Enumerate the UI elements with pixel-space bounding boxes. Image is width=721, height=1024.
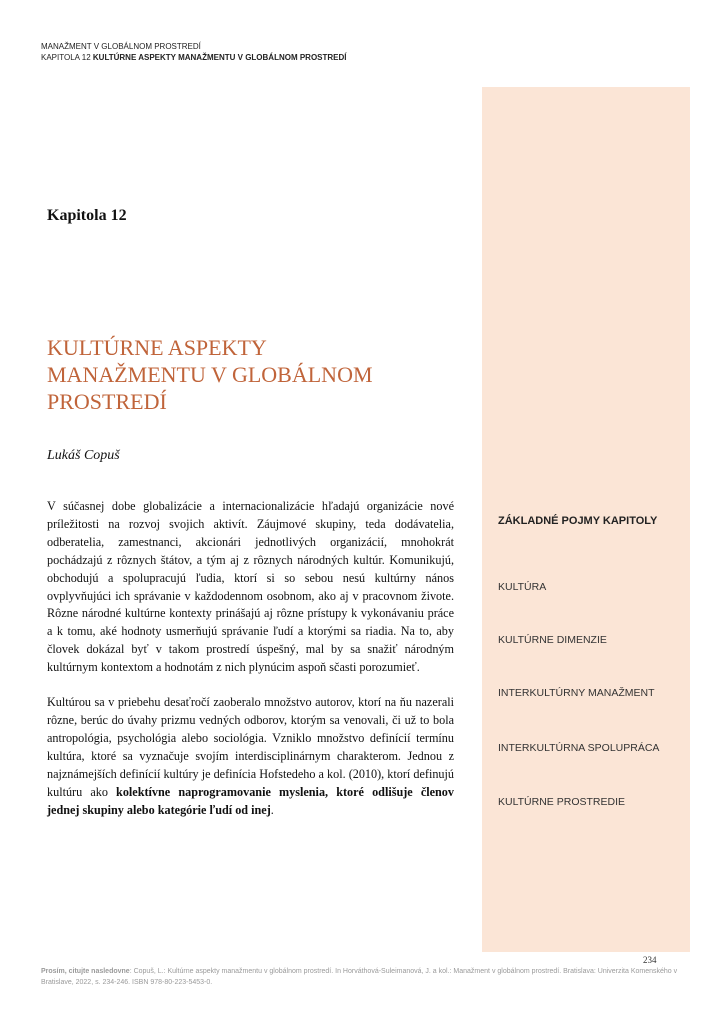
paragraph-1: V súčasnej dobe globalizácie a internacionalizácie hľadajú organizácie nové príležitosti na rozvoj svojich aktivít. Záujmové skupiny, teda dodávatelia, odberatelia, zamestnanci, akcionári jednotlivých organizácií, mnohokrát pochádzajú z rôznych štátov, a tým aj z rôznych národných kultúr. Komunikujú, obchodujú a spolupracujú ľudia, ktorí si so sebou nesú kultúrny nános ovplyvňujúci ich správanie v každodennom osobnom, ako aj v pracovnom živote. Rôzne národné kultúrne kontexty prinášajú aj rôzne prístupy k vykonávaniu práce a k tomu, aké hodnoty usmerňujú správanie ľudí a ktorými sa riadia. Na to, aby človek dokázal byť v takom prostredí úspešný, mal by sa snažiť národným kultúrnym kontextom a hodnotám z nich plynúcim aspoň sčasti porozumieť. — [47, 499, 454, 675]
running-header-book-title: MANAŽMENT V GLOBÁLNOM PROSTREDÍ — [41, 42, 201, 51]
culture-definition: kolektívne naprogramovanie myslenia, ktoré odlišuje členov jednej skupiny alebo kategórie ľudí od inej — [47, 784, 454, 817]
paragraph-2 — [47, 694, 454, 819]
body-text — [47, 498, 454, 836]
citation-text: : Copuš, L.: Kultúrne aspekty manažmentu v globálnom prostredí. In Horváthová-Suleimanová, J. a kol.: Manažment v globálnom prostredí. Bratislava: Univerzita Komenského v Bratislave, 2022, s. 234-246. ISBN 978-80-223-5453-0. — [41, 968, 678, 986]
key-term-kulturne-prostredie: KULTÚRNE PROSTREDIE — [498, 796, 625, 808]
key-term-kultura: KULTÚRA — [498, 581, 547, 593]
running-header-chapter-title: KULTÚRNE ASPEKTY MANAŽMENTU V GLOBÁLNOM PROSTREDÍ — [92, 53, 347, 62]
running-header-chapter — [41, 52, 347, 63]
page-number: 234 — [643, 955, 657, 965]
running-header-chapter-prefix: KAPITOLA 12 — [41, 53, 93, 62]
key-terms-sidebar — [482, 87, 690, 952]
chapter-title — [47, 334, 447, 415]
paragraph-2-end: . — [270, 802, 274, 817]
chapter-title-line-1: KULTÚRNE ASPEKTY — [47, 335, 267, 360]
citation-label: Prosím, citujte nasledovne — [41, 968, 130, 975]
citation-note — [41, 966, 681, 988]
chapter-label: Kapitola 12 — [47, 207, 127, 224]
paragraph-2-start: Kultúrou sa v priebehu desaťročí zaoberalo množstvo autorov, ktorí na ňu nazerali rôzne, berúc do úvahy prizmu vedných odborov, ktorým sa venovali, či už to bola antropológia, psychológia alebo sociológia. Vzniklo množstvo definícií termínu kultúra, ktoré sa vyznačuje svojím interdisciplinárnym charakterom. Jednou z najznámejších definícií kultúry je definícia Hofstedeho a kol. (2010), ktorí definujú kultúru ako — [47, 695, 454, 799]
author-name: Lukáš Copuš — [47, 448, 120, 463]
running-header — [41, 41, 347, 63]
key-term-interkulturny-manazment: INTERKULTÚRNY MANAŽMENT — [498, 687, 655, 699]
key-terms-title: ZÁKLADNÉ POJMY KAPITOLY — [498, 515, 658, 527]
chapter-title-line-2: MANAŽMENTU V GLOBÁLNOM — [47, 362, 373, 387]
chapter-title-line-3: PROSTREDÍ — [47, 389, 167, 414]
key-term-interkulturna-spolupraca: INTERKULTÚRNA SPOLUPRÁCA — [498, 742, 660, 754]
key-term-kulturne-dimenzie: KULTÚRNE DIMENZIE — [498, 634, 607, 646]
